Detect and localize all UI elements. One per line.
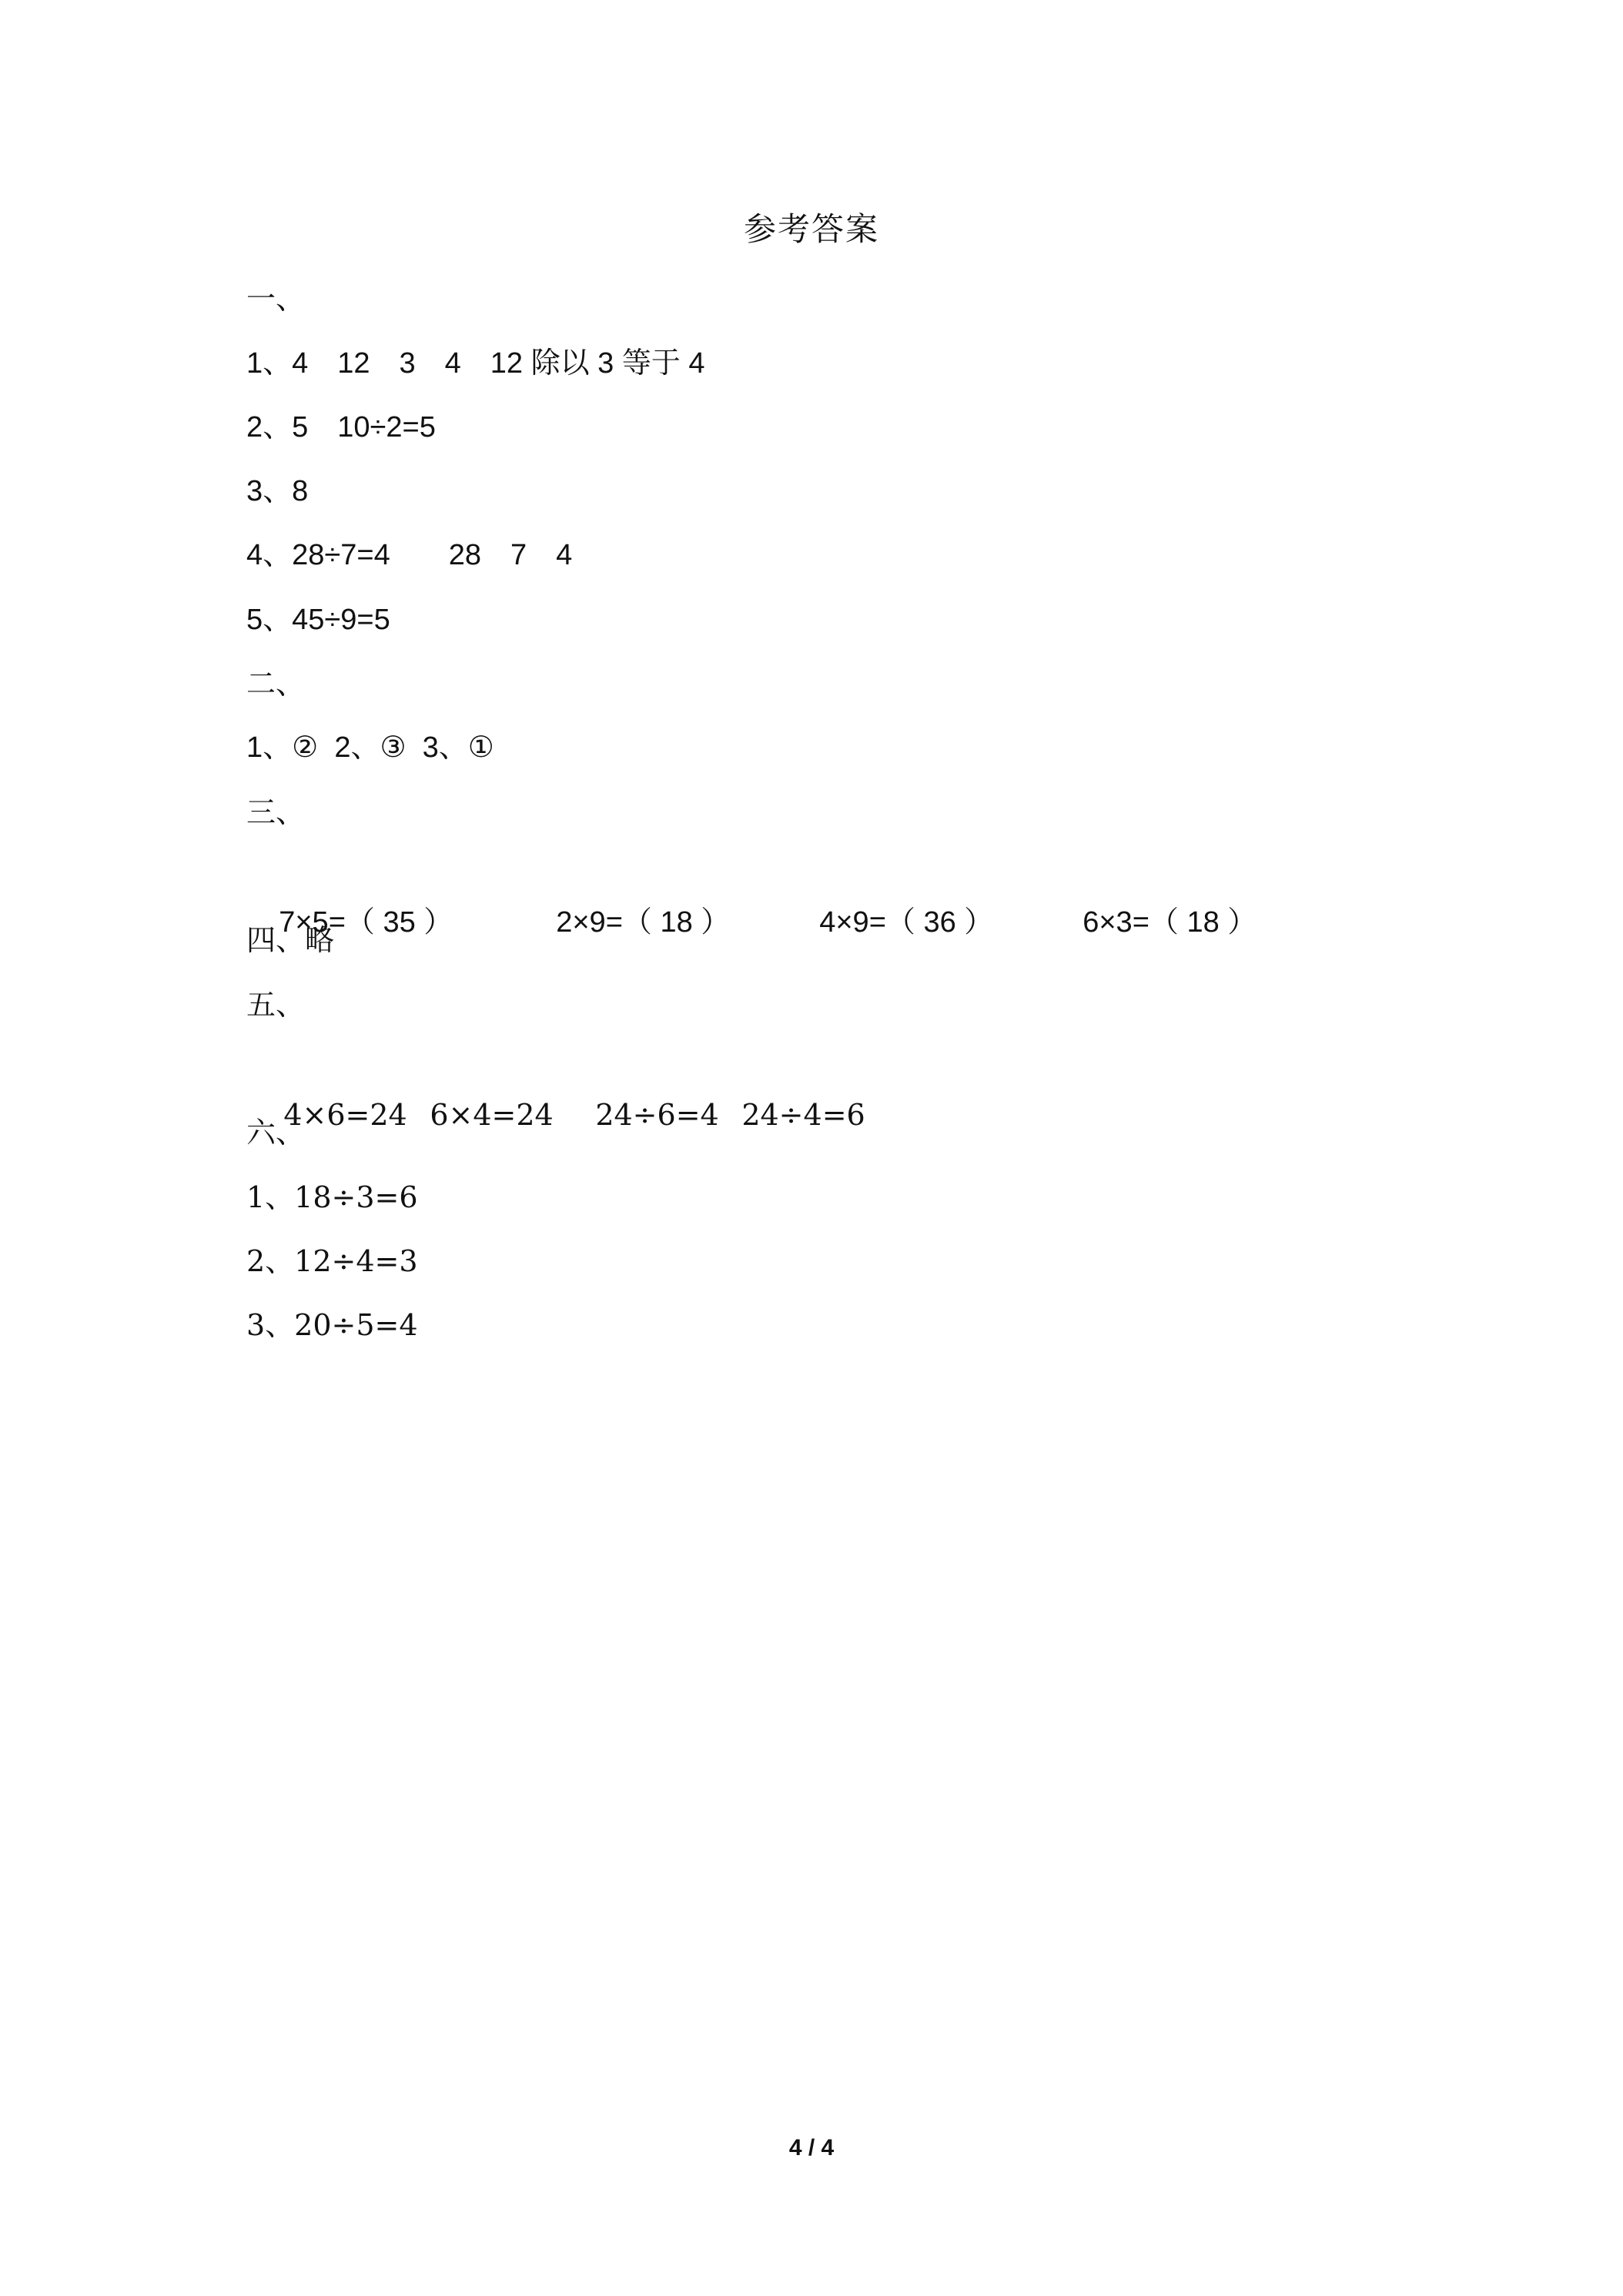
section-3-item-2: 2×9=（ 18 ） bbox=[556, 906, 731, 939]
section-5-row bbox=[246, 1046, 865, 1132]
section-5-item-4: 24÷4=6 bbox=[741, 1098, 865, 1132]
section-2-heading: 二、 bbox=[246, 667, 306, 701]
section-5-item-3: 24÷6=4 bbox=[595, 1098, 719, 1132]
section-3-item-3: 4×9=（ 36 ） bbox=[819, 906, 994, 939]
page-title: 参考答案 bbox=[743, 210, 879, 248]
section-3-item-1: 7×5=（ 35 ） bbox=[279, 906, 453, 939]
section-3-item-4: 6×3=（ 18 ） bbox=[1083, 906, 1257, 939]
section-2-item-1: 1、② 2、③ 3、① bbox=[246, 731, 494, 764]
section-6-item-2: 2、12÷4=3 bbox=[246, 1244, 418, 1278]
section-3-heading: 三、 bbox=[246, 795, 306, 829]
section-1-item-3: 3、8 bbox=[246, 475, 309, 507]
section-6-item-3: 3、20÷5=4 bbox=[246, 1308, 418, 1342]
section-6-item-1: 1、18÷3=6 bbox=[246, 1180, 418, 1214]
page-number: 4 / 4 bbox=[788, 2135, 835, 2160]
section-6-heading: 六、 bbox=[246, 1116, 306, 1150]
section-1-item-5: 5、45÷9=5 bbox=[246, 604, 390, 636]
section-1-item-1: 1、4 12 3 4 12 除以 3 等于 4 bbox=[246, 347, 705, 380]
section-1-item-4: 4、28÷7=4 28 7 4 bbox=[246, 539, 573, 571]
section-5-item-1: 4×6=24 bbox=[283, 1098, 407, 1132]
section-5-heading: 五、 bbox=[246, 988, 306, 1022]
section-4-heading: 四、略 bbox=[246, 923, 335, 957]
section-1-heading: 一、 bbox=[246, 282, 306, 316]
section-1-item-2: 2、5 10÷2=5 bbox=[246, 411, 436, 443]
section-5-item-2: 6×4=24 bbox=[430, 1098, 554, 1132]
section-3-row bbox=[246, 853, 1257, 939]
